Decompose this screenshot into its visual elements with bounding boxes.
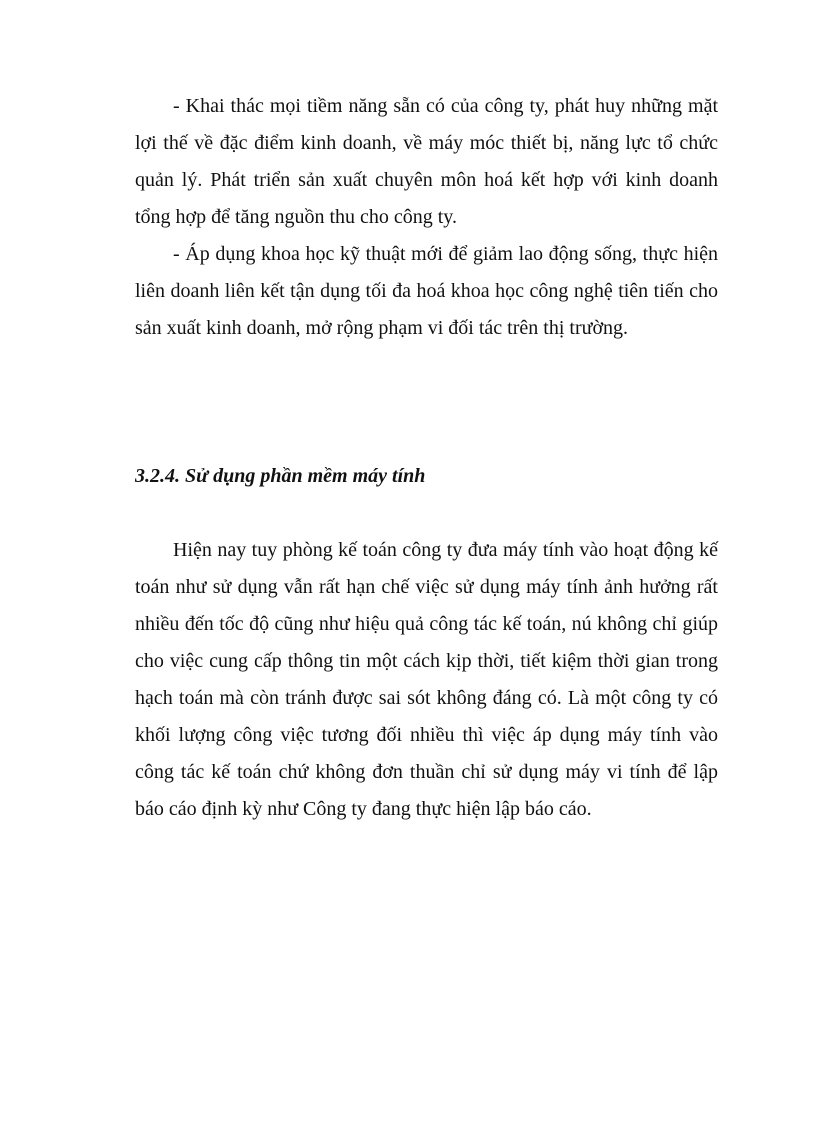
- body-text-top: [135, 88, 718, 347]
- paragraph-exploit-potential: - Khai thác mọi tiềm năng sẵn có của công ty, phát huy những mặt lợi thế về đặc điểm kinh doanh, về máy móc thiết bị, năng lực tổ chức quản lý. Phát triển sản xuất chuyên môn hoá kết hợp với kinh doanh tổng hợp để tăng nguồn thu cho công ty.: [135, 95, 718, 228]
- body-text-bottom: [135, 532, 718, 828]
- paragraph-apply-technology: - Áp dụng khoa học kỹ thuật mới để giảm lao động sống, thực hiện liên doanh liên kết tận dụng tối đa hoá khoa học công nghệ tiên tiến cho sản xuất kinh doanh, mở rộng phạm vi đối tác trên thị trường.: [135, 243, 718, 339]
- section-heading: 3.2.4. Sử dụng phần mềm máy tính: [135, 465, 426, 487]
- paragraph-software-usage: Hiện nay tuy phòng kế toán công ty đưa máy tính vào hoạt động kế toán như sử dụng vẫn rất hạn chế việc sử dụng máy tính ảnh hưởng rất nhiều đến tốc độ cũng như hiệu quả công tác kế toán, nú không chỉ giúp cho việc cung cấp thông tin một cách kịp thời, tiết kiệm thời gian trong hạch toán mà còn tránh được sai sót không đáng có. Là một công ty có khối lượng công việc tương đối nhiều thì việc áp dụng máy tính vào công tác kế toán chứ không đơn thuần chỉ sử dụng máy vi tính để lập báo cáo định kỳ như Công ty đang thực hiện lập báo cáo.: [135, 539, 718, 820]
